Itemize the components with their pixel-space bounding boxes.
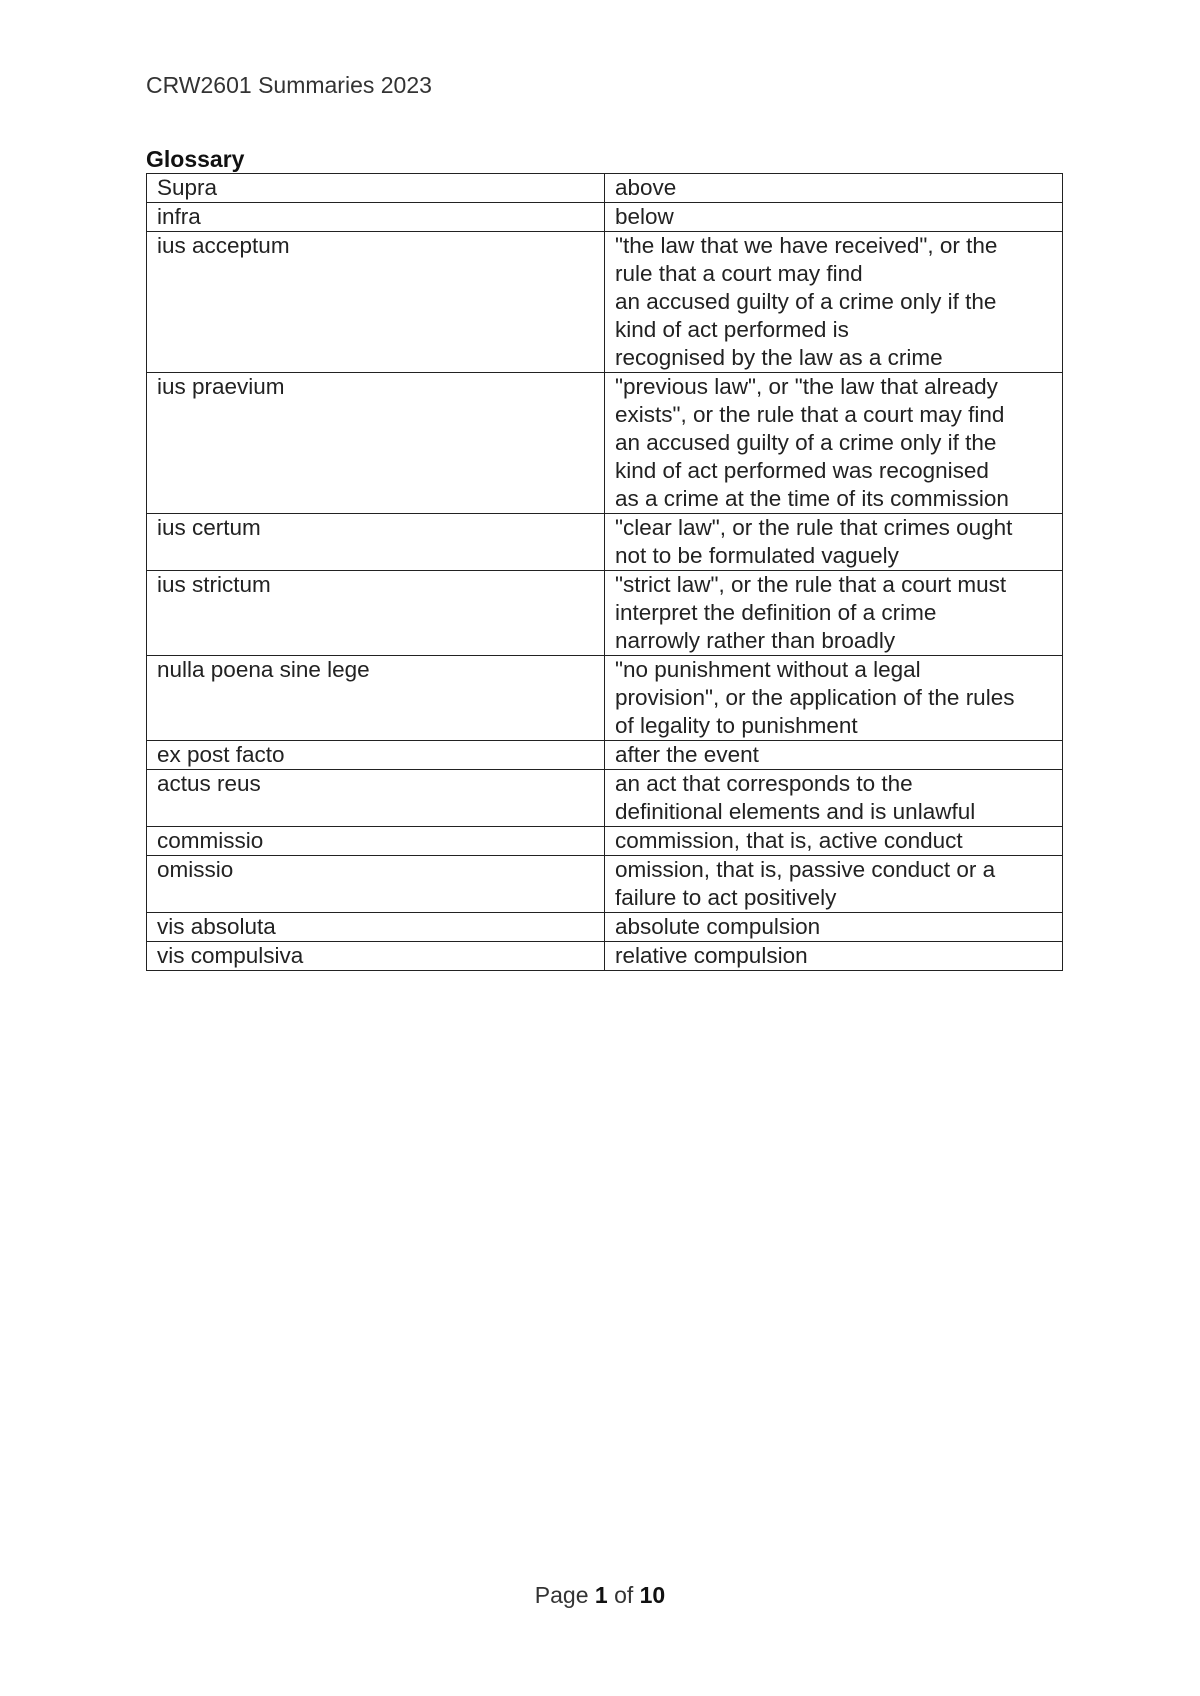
glossary-definition xyxy=(605,913,1063,942)
glossary-row xyxy=(147,770,1063,827)
glossary-row xyxy=(147,827,1063,856)
glossary-term: ius acceptum xyxy=(147,232,605,373)
glossary-definition-line: definitional elements and is unlawful xyxy=(615,799,976,824)
glossary-row xyxy=(147,942,1063,971)
glossary-definition-line: "previous law", or "the law that already xyxy=(615,374,998,399)
glossary-definition xyxy=(605,942,1063,971)
glossary-heading: Glossary xyxy=(146,146,245,172)
glossary-definition-line: recognised by the law as a crime xyxy=(615,345,943,370)
glossary-definition-line: provision", or the application of the rules xyxy=(615,685,1015,710)
glossary-definition-line: below xyxy=(615,204,674,229)
glossary-row xyxy=(147,514,1063,571)
glossary-definition-line: relative compulsion xyxy=(615,943,808,968)
glossary-definition-line: interpret the definition of a crime xyxy=(615,600,937,625)
glossary-definition-line: an accused guilty of a crime only if the xyxy=(615,430,997,455)
glossary-definition xyxy=(605,741,1063,770)
glossary-row xyxy=(147,656,1063,741)
glossary-definition-line: "no punishment without a legal xyxy=(615,657,921,682)
document-header: CRW2601 Summaries 2023 xyxy=(146,72,432,98)
glossary-term: infra xyxy=(147,203,605,232)
glossary-definition-line: above xyxy=(615,175,677,200)
glossary-term: Supra xyxy=(147,174,605,203)
glossary-definition-line: as a crime at the time of its commission xyxy=(615,486,1009,511)
glossary-term: ius certum xyxy=(147,514,605,571)
glossary-definition-line: omission, that is, passive conduct or a xyxy=(615,857,996,882)
glossary-definition xyxy=(605,232,1063,373)
glossary-definition xyxy=(605,571,1063,656)
glossary-definition xyxy=(605,174,1063,203)
glossary-definition-line: an accused guilty of a crime only if the xyxy=(615,289,997,314)
glossary-definition xyxy=(605,514,1063,571)
glossary-row xyxy=(147,741,1063,770)
glossary-term: vis absoluta xyxy=(147,913,605,942)
glossary-definition-line: rule that a court may find xyxy=(615,261,863,286)
glossary-term: vis compulsiva xyxy=(147,942,605,971)
glossary-definition-line: exists", or the rule that a court may find xyxy=(615,402,1005,427)
glossary-definition-line: "clear law", or the rule that crimes ought xyxy=(615,515,1013,540)
glossary-term: ius strictum xyxy=(147,571,605,656)
glossary-term: ius praevium xyxy=(147,373,605,514)
glossary-term: commissio xyxy=(147,827,605,856)
glossary-definition-line: an act that corresponds to the xyxy=(615,771,913,796)
glossary-term: omissio xyxy=(147,856,605,913)
glossary-definition-line: absolute compulsion xyxy=(615,914,821,939)
glossary-definition-line: kind of act performed is xyxy=(615,317,849,342)
glossary-term: actus reus xyxy=(147,770,605,827)
glossary-definition-line: commission, that is, active conduct xyxy=(615,828,963,853)
page-label: Page xyxy=(534,1582,589,1608)
glossary-definition-line: of legality to punishment xyxy=(615,713,858,738)
glossary-row xyxy=(147,913,1063,942)
glossary-definition-line: after the event xyxy=(615,742,759,767)
glossary-definition-line: narrowly rather than broadly xyxy=(615,628,896,653)
glossary-row xyxy=(147,232,1063,373)
glossary-definition xyxy=(605,373,1063,514)
glossary-row xyxy=(147,203,1063,232)
glossary-row xyxy=(147,856,1063,913)
glossary-definition xyxy=(605,827,1063,856)
glossary-term: nulla poena sine lege xyxy=(147,656,605,741)
glossary-definition xyxy=(605,770,1063,827)
glossary-definition-line: "the law that we have received", or the xyxy=(615,233,998,258)
glossary-term: ex post facto xyxy=(147,741,605,770)
glossary-definition xyxy=(605,203,1063,232)
glossary-definition xyxy=(605,656,1063,741)
page-footer xyxy=(0,1582,1200,1609)
glossary-row xyxy=(147,373,1063,514)
glossary-definition-line: "strict law", or the rule that a court must xyxy=(615,572,1007,597)
glossary-row xyxy=(147,174,1063,203)
glossary-row xyxy=(147,571,1063,656)
glossary-table xyxy=(146,173,1063,971)
glossary-definition-line: kind of act performed was recognised xyxy=(615,458,989,483)
glossary-definition xyxy=(605,856,1063,913)
glossary-definition-line: failure to act positively xyxy=(615,885,837,910)
glossary-table-body xyxy=(147,174,1063,971)
of-label: of xyxy=(614,1582,634,1608)
current-page-number: 1 xyxy=(594,1582,608,1608)
total-pages-number: 10 xyxy=(639,1582,666,1608)
glossary-definition-line: not to be formulated vaguely xyxy=(615,543,899,568)
